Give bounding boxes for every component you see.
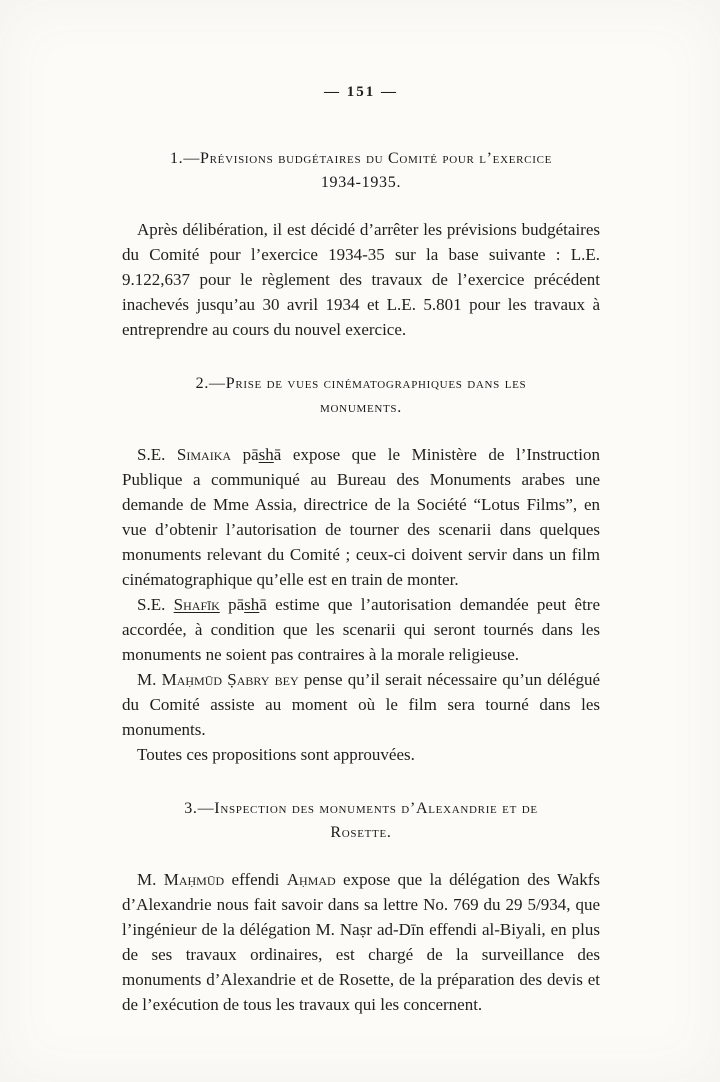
page-number: — 151 — — [324, 84, 398, 100]
paragraph: M. Maḥmūd Ṣabry bey pense qu’il serait nécessaire qu’un délégué du Comité assiste au moment où le film sera tourné dans les monuments. — [122, 670, 600, 739]
section-monuments-inspection — [122, 797, 600, 1017]
heading-line-1: 2.—Prise de vues cinématographiques dans les — [195, 375, 527, 392]
heading-line-1: 3.—Inspection des monuments d’Alexandrie et de — [184, 800, 538, 817]
section-heading — [122, 372, 600, 420]
paragraph: S.E. Shafīk pāshā estime que l’autorisation demandée peut être accordée, à condition que les scenarii qui seront tournés dans les monuments ne soient pas contraires à la morale religieuse. — [122, 595, 601, 664]
heading-line-2: Rosette. — [330, 824, 392, 841]
paragraph: M. Maḥmūd effendi Aḥmad expose que la délégation des Wakfs d’Alexandrie nous fait savoir dans sa lettre No. 769 du 29 5/934, que l’ingénieur de la délégation M. Naṣr ad-Dīn effendi al-Biyali, en plus de ses travaux ordinaires, est chargé de la surveillance des monuments d’Alexandrie et de Rosette, de la préparation des devis et de l’exécution de tous les travaux qui les concernent. — [122, 870, 600, 1014]
paragraph: Toutes ces propositions sont approuvées. — [137, 745, 415, 764]
section-heading — [122, 797, 600, 845]
paragraph: Après délibération, il est décidé d’arrêter les prévisions budgétaires du Comité pour l’exercice 1934-35 sur la base suivante : L.E. 9.122,637 pour le règlement des travaux de l’exercice précédent inachevés jusqu’au 30 avril 1934 et L.E. 5.801 pour les travaux à entreprendre au cours du nouvel exercice. — [122, 220, 600, 339]
heading-line-1: 1.—Prévisions budgétaires du Comité pour l’exercice — [169, 150, 553, 167]
section-heading — [122, 147, 600, 195]
section-film-shooting — [122, 372, 600, 767]
section-budget-forecast — [122, 147, 600, 342]
heading-line-2: 1934-1935. — [320, 174, 402, 191]
paragraph: S.E. Simaika pāshā expose que le Ministère de l’Instruction Publique a communiqué au Bureau des Monuments arabes une demande de Mme Assia, directrice de la Société “Lotus Films”, en vue d’obtenir l’autorisation de tourner des scenarii dans quelques monuments relevant du Comité ; ceux-ci doivent servir dans un film cinématographique qu’elle est en train de monter. — [122, 445, 601, 589]
heading-line-2: monuments. — [320, 399, 402, 416]
